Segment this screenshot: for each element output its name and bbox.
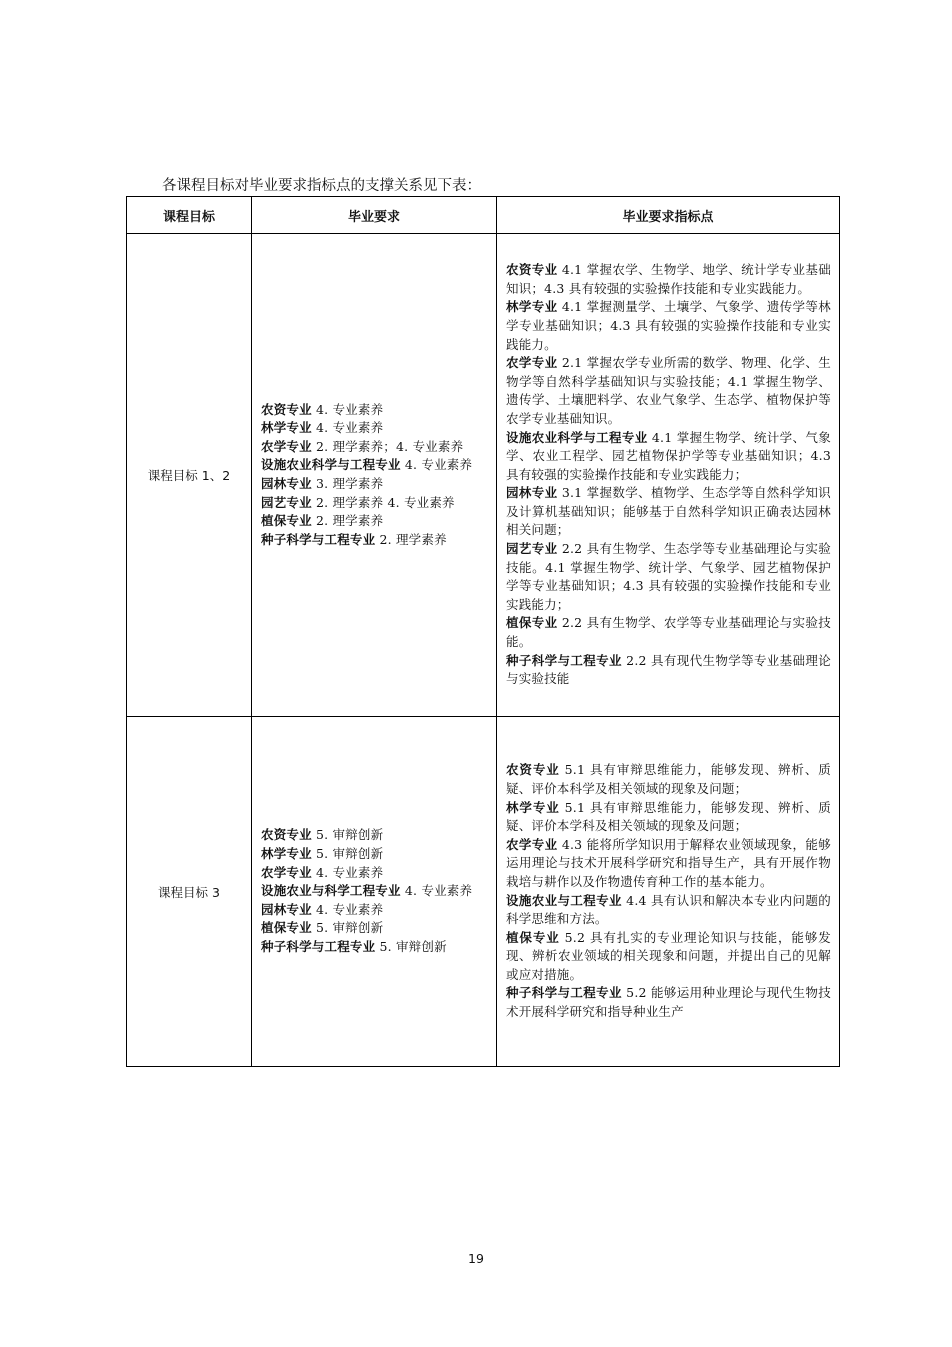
major-name: 农资专业 [506, 762, 560, 778]
indicator-text: 2.1 掌握农学专业所需的数学、物理、化学、生物学等自然科学基础知识与实验技能；4.1 掌握生物学、遗传学、土壤肥料学、农业气象学、生态学、植物保护等农学专业基础知识。 [506, 355, 831, 426]
requirement-cell [252, 717, 497, 1067]
requirement-entry [261, 419, 490, 438]
major-name: 农资专业 [261, 401, 312, 417]
indicator-cell [497, 717, 840, 1067]
requirement-entry [261, 826, 490, 845]
indicator-entry [506, 484, 831, 540]
indicator-text: 4.1 掌握测量学、土壤学、气象学、遗传学等林学专业基础知识；4.3 具有较强的实验操作技能和专业实践能力。 [506, 299, 831, 352]
major-name: 设施农业科学与工程专业 [261, 457, 401, 473]
major-name: 园林专业 [506, 485, 558, 501]
table-header-row [127, 197, 840, 234]
major-name: 农学专业 [261, 864, 312, 880]
indicator-entry [506, 261, 831, 298]
major-name: 林学专业 [506, 799, 560, 815]
indicator-entry [506, 761, 831, 798]
indicator-entry [506, 354, 831, 428]
header-graduation-requirement: 毕业要求 [252, 197, 497, 234]
header-requirement-indicator: 毕业要求指标点 [497, 197, 840, 234]
major-name: 园林专业 [261, 476, 312, 491]
major-name: 农学专业 [261, 438, 312, 454]
requirement-text: 4. 专业素养 [311, 901, 384, 917]
indicator-text: 4.4 具有认识和解决本专业内问题的科学思维和方法。 [506, 892, 831, 927]
major-name: 林学专业 [261, 846, 312, 862]
indicator-text: 5.1 具有审辩思维能力，能够发现、辨析、质疑、评价本科学及相关领域的现象及问题； [506, 762, 831, 796]
requirement-text: 4. 专业素养 [400, 883, 473, 899]
indicator-entry [506, 892, 831, 929]
major-name: 设施农业与工程专业 [506, 892, 622, 908]
major-name: 园艺专业 [506, 541, 558, 557]
requirement-text: 4. 专业素养 [311, 401, 384, 417]
requirement-entry [261, 456, 490, 475]
major-name: 种子科学与工程专业 [261, 938, 376, 954]
requirement-text: 4. 专业素养 [311, 864, 384, 880]
table-row [127, 717, 840, 1067]
major-name: 园林专业 [261, 901, 312, 917]
indicator-cell [497, 234, 840, 717]
indicator-text: 2.2 具有现代生物学等专业基础理论与实验技能 [506, 652, 831, 687]
major-name: 农资专业 [506, 262, 558, 278]
requirement-text: 5. 审辩创新 [311, 920, 384, 936]
indicator-entry [506, 540, 831, 614]
requirement-entry [261, 475, 490, 494]
major-name: 植保专业 [506, 929, 560, 945]
major-name: 种子科学与工程专业 [506, 652, 622, 668]
requirement-text: 2. 理学素养 [311, 513, 384, 529]
course-goal-cell: 课程目标 3 [127, 717, 252, 1067]
major-name: 种子科学与工程专业 [506, 985, 622, 1001]
major-name: 设施农业科学与工程专业 [506, 429, 648, 445]
indicator-text: 5.2 具有扎实的专业理论知识与技能，能够发现、辨析农业领域的相关现象和问题，并提出自己的见解或应对措施。 [506, 929, 831, 982]
indicator-entry [506, 652, 831, 689]
indicator-entry [506, 929, 831, 985]
major-name: 植保专业 [261, 920, 312, 936]
requirement-cell [252, 234, 497, 717]
requirement-entry [261, 919, 490, 938]
indicator-text: 5.1 具有审辩思维能力，能够发现、辨析、质疑、评价本学科及相关领域的现象及问题； [506, 799, 831, 834]
requirement-entry [261, 882, 490, 901]
major-name: 林学专业 [506, 299, 558, 315]
indicator-entry [506, 298, 831, 354]
indicator-entry [506, 429, 831, 485]
requirement-text: 4. 专业素养 [400, 457, 473, 473]
indicator-entry [506, 984, 831, 1021]
requirement-text: 5. 审辩创新 [375, 938, 447, 954]
major-name: 植保专业 [261, 513, 312, 529]
requirement-entry [261, 938, 490, 957]
intro-sentence: 各课程目标对毕业要求指标点的支撑关系见下表： [162, 178, 481, 194]
requirement-entry [261, 864, 490, 883]
indicator-text: 4.3 能将所学知识用于解释农业领域现象，能够运用理论与技术开展科学研究和指导生产，具有开展作物栽培与耕作以及作物遗传育种工作的基本能力。 [506, 836, 831, 889]
indicator-text: 4.1 掌握生物学、统计学、气象学、农业工程学、园艺植物保护学等专业基础知识；4.3 具有较强的实验操作技能和专业实践能力； [506, 429, 831, 482]
course-goal-cell: 课程目标 1、2 [127, 234, 252, 717]
requirement-text: 3. 理学素养 [311, 476, 384, 491]
major-name: 园艺专业 [261, 494, 312, 510]
requirement-entry [261, 401, 490, 420]
requirement-text: 4. 专业素养 [311, 420, 384, 436]
requirement-entry [261, 494, 490, 513]
indicator-entry [506, 799, 831, 836]
indicator-entry [506, 614, 831, 651]
requirement-text: 5. 审辩创新 [311, 846, 384, 862]
major-name: 林学专业 [261, 420, 312, 436]
requirement-text: 2. 理学素养 [375, 531, 447, 547]
requirement-text: 2. 理学素养；4. 专业素养 [311, 438, 464, 454]
indicator-text: 2.2 具有生物学、生态学等专业基础理论与实验技能。4.1 掌握生物学、统计学、气象学、园艺植物保护学等专业基础知识；4.3 具有较强的实验操作技能和专业实践能力； [506, 541, 831, 612]
requirement-entry [261, 438, 490, 457]
indicator-text: 5.2 能够运用种业理论与现代生物技术开展科学研究和指导种业生产 [506, 985, 831, 1020]
major-name: 农资专业 [261, 827, 312, 843]
major-name: 植保专业 [506, 615, 558, 631]
requirement-entry [261, 512, 490, 531]
requirement-text: 2. 理学素养 4. 专业素养 [311, 494, 455, 510]
indicator-text: 2.2 具有生物学、农学等专业基础理论与实验技能。 [506, 615, 831, 650]
requirement-entry [261, 845, 490, 864]
header-course-goal: 课程目标 [127, 197, 252, 234]
major-name: 设施农业与科学工程专业 [261, 883, 401, 899]
indicator-entry [506, 836, 831, 892]
table-row [127, 234, 840, 717]
requirement-text: 5. 审辩创新 [311, 827, 384, 843]
requirement-entry [261, 901, 490, 920]
major-name: 农学专业 [506, 836, 558, 852]
support-relation-table [126, 196, 840, 1067]
major-name: 农学专业 [506, 355, 558, 371]
indicator-text: 3.1 掌握数学、植物学、生态学等自然科学知识及计算机基础知识；能够基于自然科学知识正确表达园林相关问题； [506, 485, 831, 538]
indicator-text: 4.1 掌握农学、生物学、地学、统计学专业基础知识；4.3 具有较强的实验操作技能和专业实践能力。 [506, 262, 831, 296]
major-name: 种子科学与工程专业 [261, 531, 376, 547]
page-number: 19 [468, 1251, 484, 1266]
requirement-entry [261, 531, 490, 550]
